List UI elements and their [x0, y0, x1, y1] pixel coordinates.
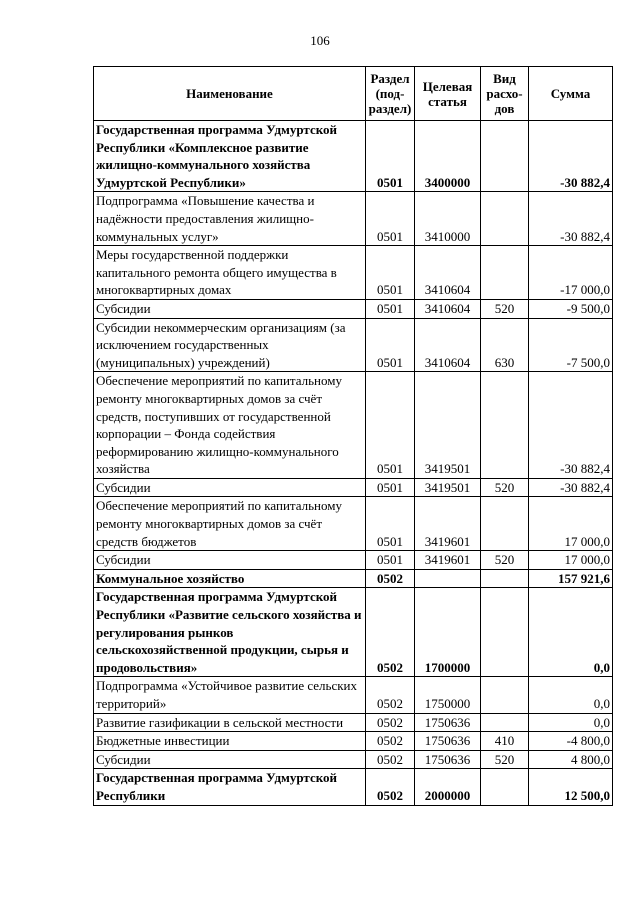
row-section-cell: 0501 — [366, 121, 415, 192]
header-amount: Сумма — [529, 67, 613, 121]
row-name-cell: Меры государственной поддержки капитального ремонта общего имущества в многоквартирных домах — [94, 246, 366, 300]
row-expense-type-cell: 520 — [481, 551, 529, 570]
row-expense-type-cell — [481, 121, 529, 192]
row-amount-cell: 0,0 — [529, 713, 613, 732]
row-section-cell: 0501 — [366, 372, 415, 479]
table-header-row — [94, 67, 613, 121]
row-target-cell: 3410604 — [415, 318, 481, 372]
row-section-cell: 0501 — [366, 551, 415, 570]
table-row — [94, 372, 613, 479]
row-expense-type-cell — [481, 246, 529, 300]
row-expense-type-cell — [481, 713, 529, 732]
row-name-cell: Бюджетные инвестиции — [94, 732, 366, 751]
row-section-cell: 0501 — [366, 497, 415, 551]
row-name-cell: Субсидии — [94, 478, 366, 497]
table-row — [94, 713, 613, 732]
row-amount-cell: -30 882,4 — [529, 121, 613, 192]
row-target-cell: 3419601 — [415, 497, 481, 551]
row-target-cell: 3400000 — [415, 121, 481, 192]
row-expense-type-cell: 520 — [481, 478, 529, 497]
row-section-cell: 0502 — [366, 750, 415, 769]
row-name-cell: Субсидии — [94, 551, 366, 570]
row-amount-cell: 17 000,0 — [529, 497, 613, 551]
table-row — [94, 677, 613, 713]
row-target-cell: 3410604 — [415, 246, 481, 300]
row-target-cell: 1750000 — [415, 677, 481, 713]
row-name-cell: Обеспечение мероприятий по капитальному ремонту многоквартирных домов за счёт средств, поступивших от государственной корпорации – Фонда содействия реформированию жилищно-коммунального хозяйства — [94, 372, 366, 479]
row-name-cell: Государственная программа Удмуртской Республики — [94, 769, 366, 805]
row-section-cell: 0502 — [366, 713, 415, 732]
row-amount-cell: -9 500,0 — [529, 299, 613, 318]
page-number: 106 — [310, 33, 330, 48]
row-target-cell: 1700000 — [415, 588, 481, 677]
row-name-cell: Субсидии — [94, 299, 366, 318]
row-name-cell: Подпрограмма «Устойчивое развитие сельских территорий» — [94, 677, 366, 713]
row-expense-type-cell — [481, 372, 529, 479]
row-target-cell: 1750636 — [415, 732, 481, 751]
row-amount-cell: -30 882,4 — [529, 478, 613, 497]
table-row — [94, 299, 613, 318]
row-amount-cell: -30 882,4 — [529, 192, 613, 246]
row-expense-type-cell — [481, 677, 529, 713]
row-name-cell: Государственная программа Удмуртской Республики «Развитие сельского хозяйства и регулирования рынков сельскохозяйственной продукции, сырья и продовольствия» — [94, 588, 366, 677]
table-row — [94, 192, 613, 246]
row-section-cell: 0502 — [366, 569, 415, 588]
row-expense-type-cell — [481, 497, 529, 551]
row-amount-cell: 17 000,0 — [529, 551, 613, 570]
row-amount-cell: -4 800,0 — [529, 732, 613, 751]
table-row — [94, 478, 613, 497]
header-section: Раздел (под-раздел) — [366, 67, 415, 121]
row-name-cell: Субсидии — [94, 750, 366, 769]
table-row — [94, 121, 613, 192]
row-section-cell: 0501 — [366, 299, 415, 318]
table-row — [94, 769, 613, 805]
row-name-cell: Государственная программа Удмуртской Республики «Комплексное развитие жилищно-коммунального хозяйства Удмуртской Республики» — [94, 121, 366, 192]
table-row — [94, 732, 613, 751]
table-row — [94, 318, 613, 372]
row-target-cell: 3419501 — [415, 372, 481, 479]
row-target-cell: 2000000 — [415, 769, 481, 805]
table-row — [94, 750, 613, 769]
row-target-cell — [415, 569, 481, 588]
table-row — [94, 497, 613, 551]
table-row — [94, 588, 613, 677]
row-expense-type-cell: 520 — [481, 750, 529, 769]
row-expense-type-cell: 520 — [481, 299, 529, 318]
table-body — [94, 121, 613, 806]
row-section-cell: 0502 — [366, 732, 415, 751]
row-target-cell: 1750636 — [415, 713, 481, 732]
row-expense-type-cell — [481, 192, 529, 246]
row-amount-cell: 157 921,6 — [529, 569, 613, 588]
row-amount-cell: 12 500,0 — [529, 769, 613, 805]
row-amount-cell: 0,0 — [529, 588, 613, 677]
row-target-cell: 3419601 — [415, 551, 481, 570]
row-target-cell: 3410000 — [415, 192, 481, 246]
row-expense-type-cell — [481, 769, 529, 805]
row-section-cell: 0501 — [366, 318, 415, 372]
row-expense-type-cell: 630 — [481, 318, 529, 372]
row-section-cell: 0501 — [366, 192, 415, 246]
row-amount-cell: 0,0 — [529, 677, 613, 713]
row-expense-type-cell — [481, 588, 529, 677]
row-amount-cell: 4 800,0 — [529, 750, 613, 769]
row-amount-cell: -17 000,0 — [529, 246, 613, 300]
budget-table — [93, 66, 613, 806]
row-section-cell: 0502 — [366, 588, 415, 677]
row-amount-cell: -7 500,0 — [529, 318, 613, 372]
row-section-cell: 0501 — [366, 478, 415, 497]
row-name-cell: Коммунальное хозяйство — [94, 569, 366, 588]
row-target-cell: 3419501 — [415, 478, 481, 497]
row-section-cell: 0502 — [366, 677, 415, 713]
row-expense-type-cell — [481, 569, 529, 588]
table-row — [94, 551, 613, 570]
row-amount-cell: -30 882,4 — [529, 372, 613, 479]
table-row — [94, 246, 613, 300]
table-row — [94, 569, 613, 588]
row-target-cell: 1750636 — [415, 750, 481, 769]
header-target: Целевая статья — [415, 67, 481, 121]
row-target-cell: 3410604 — [415, 299, 481, 318]
header-name: Наименование — [94, 67, 366, 121]
row-name-cell: Развитие газификации в сельской местности — [94, 713, 366, 732]
row-name-cell: Субсидии некоммерческим организациям (за исключением государственных (муниципальных) учреждений) — [94, 318, 366, 372]
row-name-cell: Подпрограмма «Повышение качества и надёжности предоставления жилищно-коммунальных услуг» — [94, 192, 366, 246]
row-expense-type-cell: 410 — [481, 732, 529, 751]
row-name-cell: Обеспечение мероприятий по капитальному ремонту многоквартирных домов за счёт средств бюджетов — [94, 497, 366, 551]
row-section-cell: 0501 — [366, 246, 415, 300]
row-section-cell: 0502 — [366, 769, 415, 805]
header-expense-type: Вид расхо-дов — [481, 67, 529, 121]
